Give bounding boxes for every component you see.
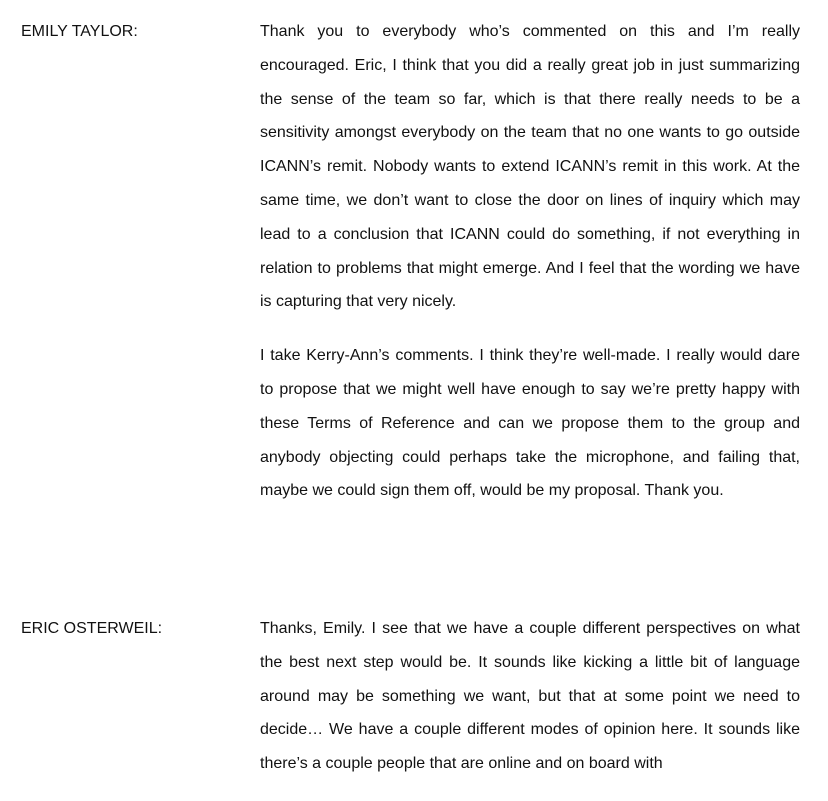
speaker-name: EMILY TAYLOR: (21, 23, 138, 40)
speech-paragraph: Thank you to everybody who’s commented on this and I’m really encouraged. Eric, I think that you did a really great job in just summarizing the sense of the team so far, which is that there really needs to be a sensitivity amongst everybody on the team that no one wants to go outside ICANN’s remit. Nobody wants to extend ICANN’s remit in this work. At the same time, we don’t want to close the door on lines of inquiry which may lead to a conclusion that ICANN could do something, if not everything in relation to problems that might emerge. And I feel that the wording we have is capturing that very nicely. (260, 23, 800, 311)
speaker-name: ERIC OSTERWEIL: (21, 620, 163, 637)
speech-paragraph: I take Kerry-Ann’s comments. I think they’re well-made. I really would dare to propose that we might well have enough to say we’re pretty happy with these Terms of Reference and can we propose them to the group and anybody objecting could perhaps take the microphone, and failing that, maybe we could sign them off, would be my proposal. Thank you. (260, 347, 800, 500)
speech-text (260, 15, 800, 508)
speech-text (260, 612, 800, 781)
speech-paragraph: Thanks, Emily. I see that we have a couple different perspectives on what the best next step would be. It sounds like kicking a little bit of language around may be something we want, but that at some point we need to decide… We have a couple different modes of opinion here. It sounds like there’s a couple people that are online and on board with (260, 620, 800, 773)
